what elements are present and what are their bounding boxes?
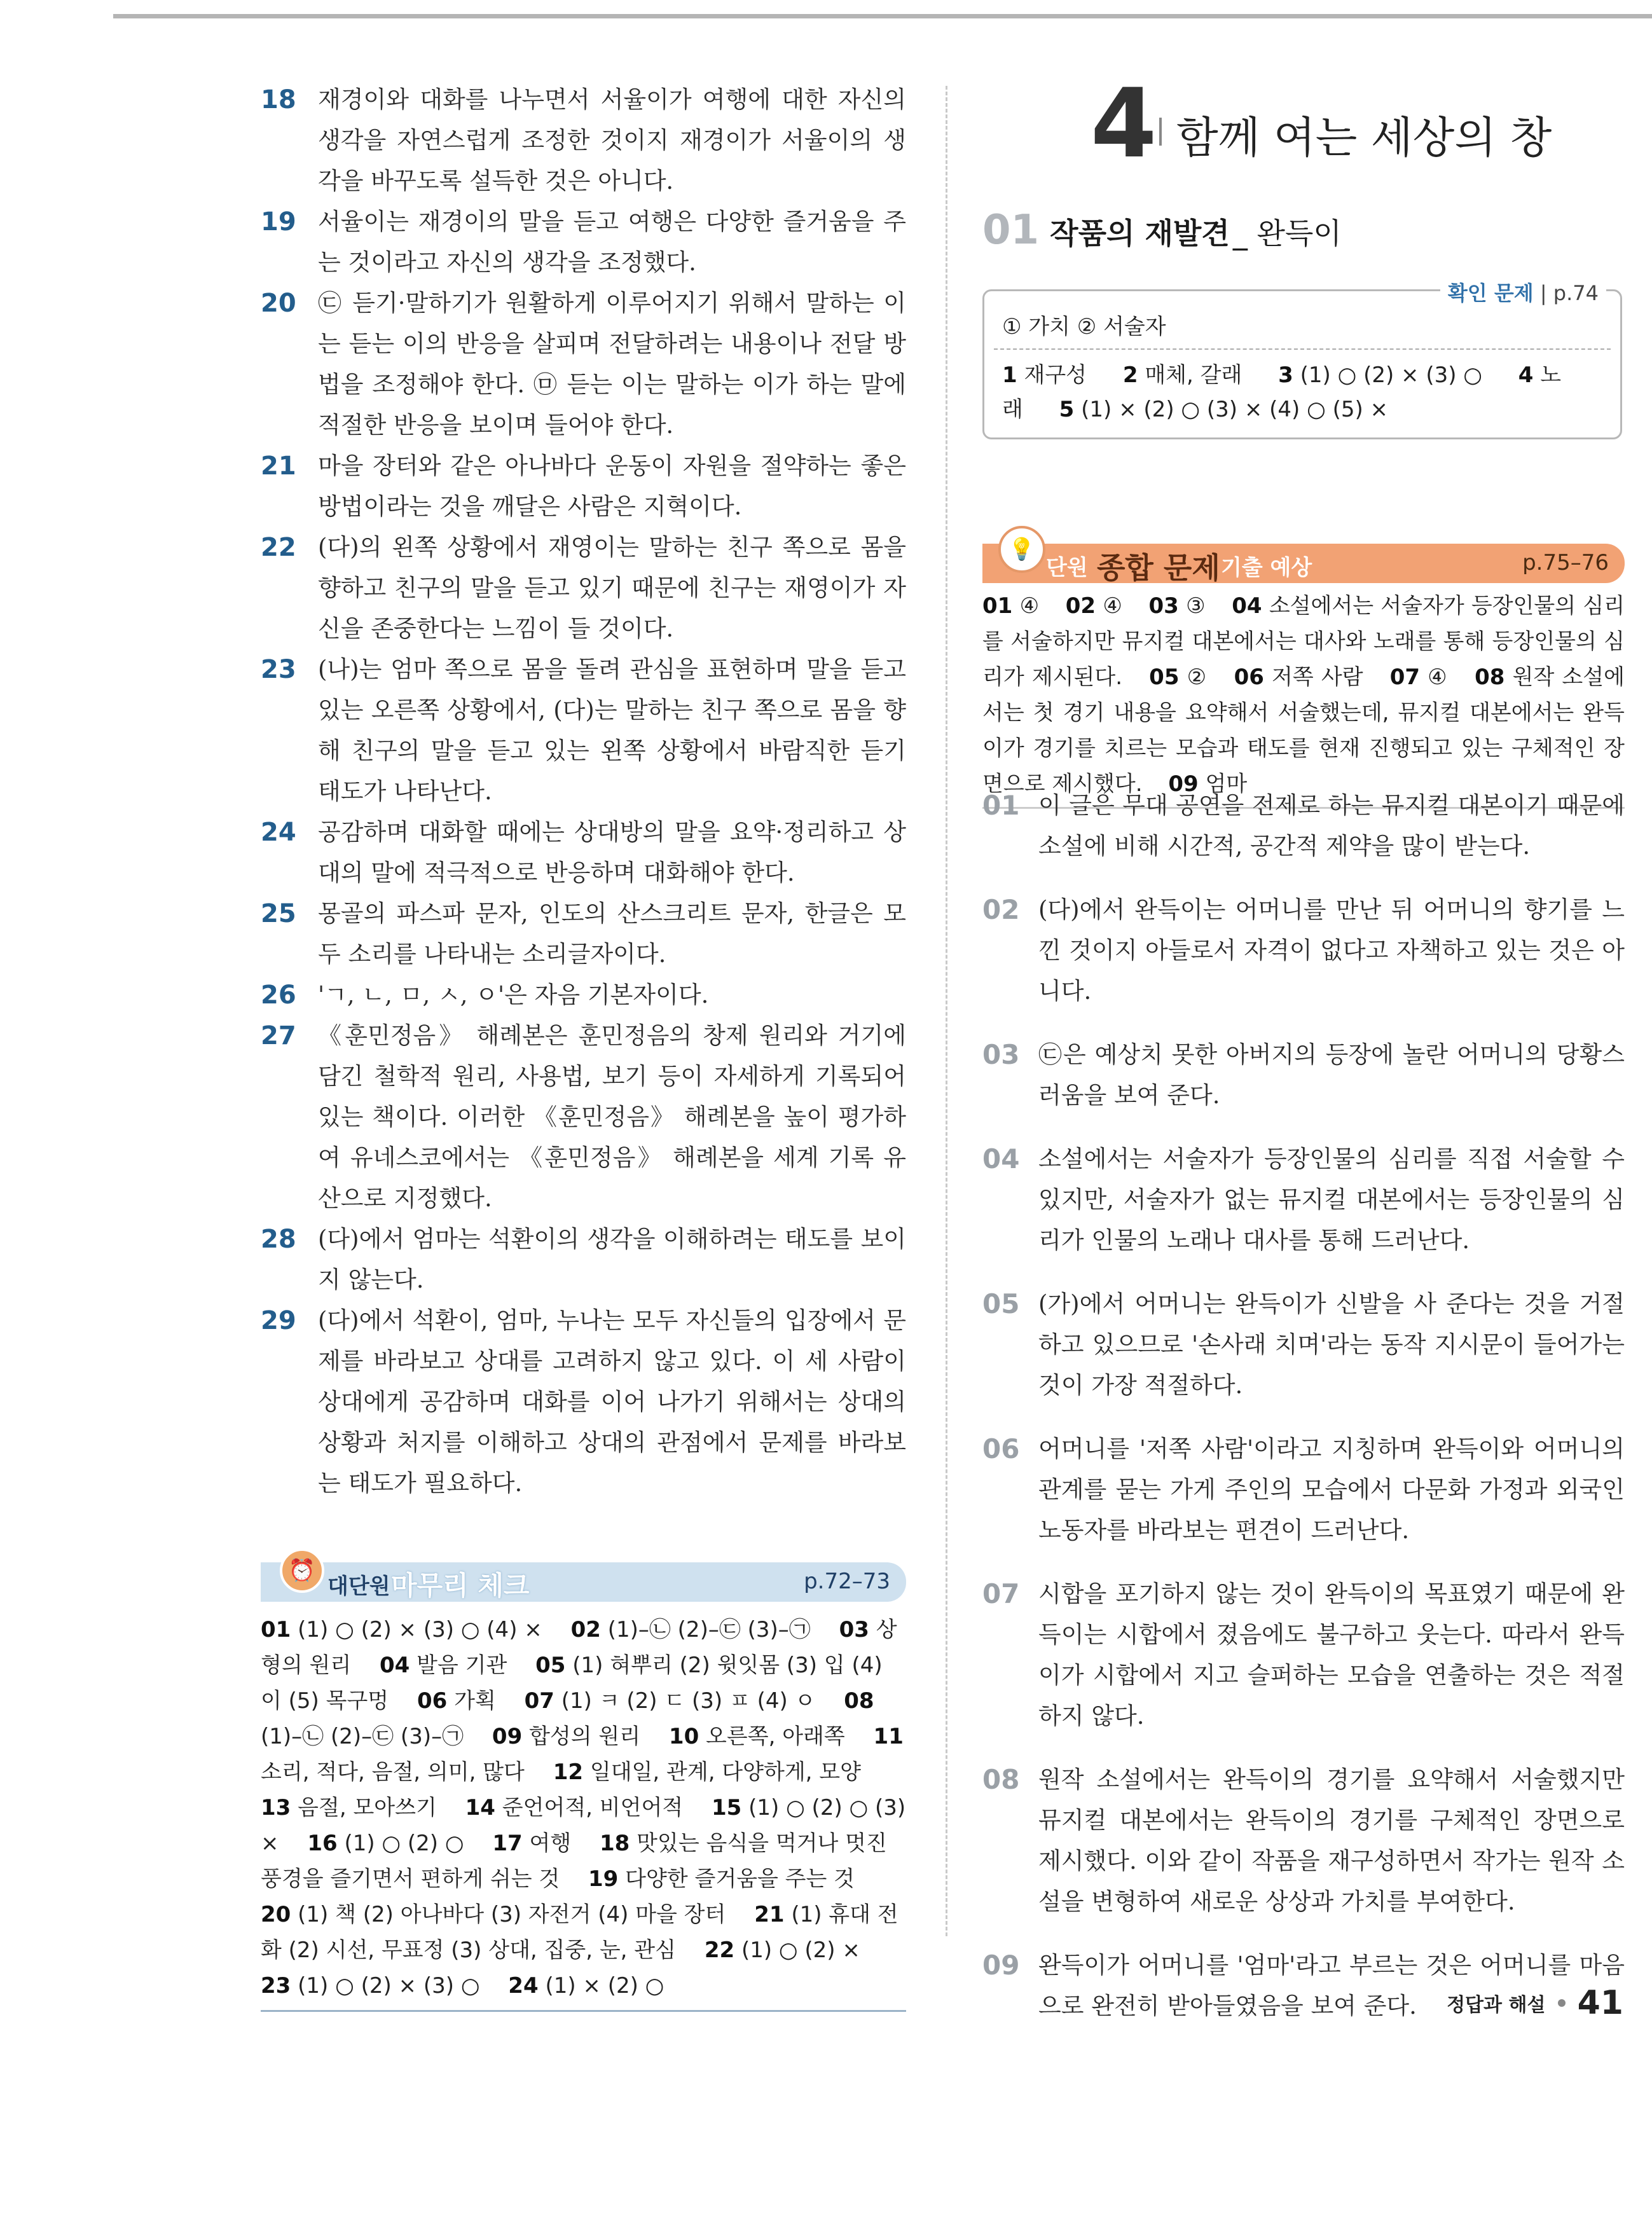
answer-item	[261, 446, 906, 527]
inline-answer-text: 매체, 갈래	[1145, 362, 1242, 388]
inline-answer-number: 09	[1168, 771, 1199, 797]
inline-answer-number: 03	[839, 1617, 869, 1642]
inline-answer	[1149, 593, 1206, 619]
inline-answer-text: (1) ○ (2) ×	[741, 1937, 860, 1963]
answer-text: (다)에서 석환이, 엄마, 누나는 모두 자신들의 입장에서 문제를 바라보고 상대를 고려하지 않고 있다. 이 세 사람이 상대에게 공감하며 대화를 이어 나가기 위해서는 상대의 상황과 처지를 이해하고 상대의 관점에서 문제를 바라보는 태도가 필요하다.	[318, 1307, 906, 1497]
chapter-title: 함께 여는 세상의 창	[1176, 113, 1552, 163]
inline-answer-number: 01	[261, 1617, 291, 1642]
inline-answer-number: 09	[492, 1724, 523, 1749]
answer-item	[982, 1574, 1625, 1737]
answer-text: 어머니를 '저쪽 사람'이라고 지칭하며 완득이와 어머니의 관계를 묻는 가게 주인의 모습에서 다문화 가정과 외국인 노동자를 바라보는 편견이 드러난다.	[1038, 1435, 1625, 1544]
check-box-tag-page: p.74	[1553, 281, 1599, 305]
section-heading	[982, 207, 1342, 254]
inline-answer-text: ②	[1187, 664, 1208, 690]
inline-answer	[1059, 397, 1388, 422]
inline-answer-text: 여행	[529, 1831, 572, 1856]
inline-answer	[669, 1724, 845, 1749]
inline-answer-text: (1) ○ (2) × (3) ○	[1300, 362, 1482, 388]
inline-answer-text: 노래	[1002, 362, 1562, 422]
unit-box-header	[982, 537, 1625, 585]
inline-answer-text: 소리, 적다, 음절, 의미, 많다	[261, 1759, 525, 1785]
inline-answer-number: 10	[668, 1724, 699, 1749]
unit-box-label: 단원	[1046, 555, 1088, 581]
inline-answer-number: 06	[1234, 664, 1264, 690]
answer-number: 27	[261, 1021, 296, 1050]
answer-item	[982, 1429, 1625, 1551]
answer-item	[261, 527, 906, 649]
answer-number: 06	[982, 1433, 1020, 1464]
answer-item	[261, 893, 906, 975]
inline-answer-number: 07	[524, 1688, 554, 1714]
answer-text: (나)는 엄마 쪽으로 몸을 돌려 관심을 표현하며 말을 듣고 있는 오른쪽 상황에서, (다)는 말하는 친구 쪽으로 몸을 향해 친구의 말을 듣고 있는 왼쪽 상황에서 바람직한 듣기 태도가 나타난다.	[318, 656, 906, 805]
inline-answer	[307, 1831, 464, 1856]
inline-answer-text: 소설에서는 서술자가 등장인물의 심리를 서술하지만 뮤지컬 대본에서는 대사와 노래를 통해 등장인물의 심리가 제시된다.	[982, 593, 1625, 690]
check-box-divider	[994, 348, 1611, 350]
left-answer-list	[261, 79, 906, 1504]
inline-answer-number: 03	[1148, 593, 1179, 619]
inline-answer-number: 23	[261, 1973, 291, 1999]
inline-answer-number: 16	[307, 1831, 338, 1856]
inline-answer-number: 05	[535, 1653, 566, 1678]
inline-answer	[705, 1937, 860, 1963]
unit-box-answers	[982, 588, 1625, 809]
answer-number: 02	[982, 894, 1020, 925]
inline-answer	[261, 1902, 726, 1927]
inline-answer-text: 합성의 원리	[529, 1724, 641, 1749]
inline-answer-number: 19	[588, 1866, 619, 1892]
answer-item	[261, 649, 906, 812]
inline-answer-text: 엄마	[1205, 771, 1248, 797]
inline-answer-number: 12	[553, 1759, 584, 1785]
right-answer-list	[982, 785, 1625, 2049]
inline-answer	[508, 1973, 664, 1999]
answer-number: 23	[261, 655, 296, 684]
answer-number: 04	[982, 1143, 1020, 1174]
inline-answer-number: 15	[711, 1795, 742, 1820]
inline-answer-text: 발음 기관	[416, 1653, 507, 1678]
inline-answer-text: (1) × (2) ○ (3) × (4) ○ (5) ×	[1081, 397, 1389, 422]
page-footer	[1447, 1984, 1623, 2022]
inline-answer	[417, 1688, 496, 1714]
inline-answer-number: 13	[261, 1795, 291, 1820]
answer-item	[261, 79, 906, 202]
inline-answer	[982, 593, 1040, 619]
chapter-bar	[1159, 118, 1162, 146]
answer-number: 09	[982, 1950, 1020, 1981]
inline-answer	[1234, 664, 1363, 690]
answer-text: ㉢ 듣기·말하기가 원활하게 이루어지기 위해서 말하는 이는 듣는 이의 반응을 살피며 전달하려는 내용이나 전달 방법을 조정해야 한다. ㉤ 듣는 이는 말하는 이가 하는 말에 적절한 반응을 보이며 들어야 한다.	[318, 289, 906, 439]
inline-answer-number: 1	[1002, 362, 1017, 388]
answer-text: 시합을 포기하지 않는 것이 완득이의 목표였기 때문에 완득이는 시합에서 졌음에도 불구하고 웃는다. 따라서 완득이가 시합에서 지고 슬퍼하는 모습을 연출하는 것은 적절하지 않다.	[1038, 1580, 1625, 1730]
answer-text: 이 글은 무대 공연을 전제로 하는 뮤지컬 대본이기 때문에 소설에 비해 시간적, 공간적 제약을 많이 받는다.	[1038, 792, 1625, 860]
inline-answer-number: 20	[261, 1902, 291, 1927]
answer-text: 몽골의 파스파 문자, 인도의 산스크리트 문자, 한글은 모두 소리를 나타내는 소리글자이다.	[318, 900, 906, 968]
inline-answer-text: (1) 책 (2) 아나바다 (3) 자전거 (4) 마을 장터	[298, 1902, 726, 1927]
answer-number: 25	[261, 899, 296, 928]
answer-number: 21	[261, 451, 296, 481]
answer-text: 원작 소설에서는 완득이의 경기를 요약해서 서술했지만 뮤지컬 대본에서는 완득이의 경기를 구체적인 장면으로 제시했다. 이와 같이 작품을 재구성하면서 작가는 원작 소설을 변형하여 새로운 상상과 가치를 부여한다.	[1038, 1766, 1625, 1915]
answer-item	[261, 283, 906, 446]
answer-text: ㉢은 예상치 못한 아버지의 등장에 놀란 어머니의 당황스러움을 보여 준다.	[1038, 1041, 1625, 1109]
inline-answer-number: 3	[1278, 362, 1293, 388]
inline-answer-number: 04	[380, 1653, 410, 1678]
check-box-tag-label: 확인 문제	[1447, 281, 1534, 305]
review-box-pages: p.72–73	[804, 1569, 890, 1594]
clock-icon: ⏰	[280, 1548, 324, 1593]
inline-answer-number: 18	[600, 1831, 630, 1856]
inline-answer-text: (1) ○ (2) × (3) ○ (4) ×	[298, 1617, 542, 1642]
inline-answer-text: 맛있는 음식을 먹거나 멋진 풍경을 즐기면서 편하게 쉬는 것	[261, 1831, 887, 1892]
inline-answer-text: 오른쪽, 아래쪽	[706, 1724, 845, 1749]
inline-answer-text: (1)–㉡ (2)–㉢ (3)–㉠	[261, 1724, 464, 1749]
answer-number: 24	[261, 818, 296, 847]
inline-answer-text: 상형의 원리	[261, 1617, 897, 1678]
inline-answer-text: (1) ㅋ (2) ㄷ (3) ㅍ (4) ㅇ	[561, 1688, 816, 1714]
answer-item	[982, 785, 1625, 867]
chapter-number: 4	[1091, 69, 1157, 179]
inline-answer-text: 저쪽 사람	[1272, 664, 1363, 690]
review-box-label: 대단원	[327, 1574, 390, 1599]
check-box-row1: ① 가치 ② 서술자	[1002, 314, 1166, 340]
answer-number: 18	[261, 85, 296, 114]
inline-answer	[380, 1653, 507, 1678]
footer-label: 정답과 해설	[1447, 1994, 1546, 2016]
inline-answer-number: 17	[492, 1831, 523, 1856]
inline-answer-number: 04	[1232, 593, 1262, 619]
inline-answer-number: 14	[465, 1795, 495, 1820]
inline-answer	[465, 1795, 684, 1820]
inline-answer-text: ④	[1103, 593, 1123, 619]
inline-answer-text: (1) ○ (2) ○ (3) ×	[261, 1795, 906, 1856]
inline-answer	[1066, 593, 1123, 619]
answer-item	[982, 1759, 1625, 1922]
inline-answer-text: (1) ○ (2) × (3) ○	[298, 1973, 480, 1999]
answer-text: (다)에서 완득이는 어머니를 만난 뒤 어머니의 향기를 느낀 것이지 아들로서 자격이 없다고 자책하고 있는 것은 아니다.	[1038, 896, 1625, 1005]
answer-text: 소설에서는 서술자가 등장인물의 심리를 직접 서술할 수 있지만, 서술자가 없는 뮤지컬 대본에서는 등장인물의 심리가 인물의 노래나 대사를 통해 드러난다.	[1038, 1145, 1625, 1254]
section-number: 01	[982, 207, 1040, 254]
inline-answer-number: 22	[704, 1937, 735, 1963]
inline-answer	[1123, 362, 1242, 388]
answer-text: 재경이와 대화를 나누면서 서율이가 여행에 대한 자신의 생각을 자연스럽게 조정한 것이지 재경이가 서율이의 생각을 바꾸도록 설득한 것은 아니다.	[318, 86, 906, 195]
inline-answer-number: 08	[844, 1688, 874, 1714]
inline-answer-text: ④	[1019, 593, 1040, 619]
answer-number: 22	[261, 533, 296, 562]
page-number: 41	[1577, 1984, 1623, 2022]
inline-answer	[261, 1617, 542, 1642]
answer-text: 완득이가 어머니를 '엄마'라고 부르는 것은 어머니를 마음으로 완전히 받아들였음을 보여 준다.	[1038, 1951, 1625, 2020]
inline-answer-text: ④	[1428, 664, 1448, 690]
answer-number: 29	[261, 1306, 296, 1335]
answer-number: 28	[261, 1225, 296, 1254]
check-box-row2	[1002, 358, 1607, 427]
inline-answer-number: 5	[1059, 397, 1075, 422]
answer-item	[261, 1219, 906, 1300]
answer-item	[261, 1300, 906, 1504]
inline-answer-number: 02	[1065, 593, 1096, 619]
answer-number: 08	[982, 1764, 1020, 1795]
answer-item	[982, 1139, 1625, 1261]
answer-item	[982, 1035, 1625, 1116]
answer-number: 07	[982, 1578, 1020, 1609]
answer-item	[261, 1015, 906, 1219]
inline-answer-number: 2	[1122, 362, 1138, 388]
answer-number: 19	[261, 207, 296, 237]
inline-answer-text: 가획	[454, 1688, 496, 1714]
inline-answer	[1390, 664, 1448, 690]
answer-item	[261, 202, 906, 283]
inline-answer	[261, 1795, 437, 1820]
inline-answer	[588, 1866, 855, 1892]
unit-box-pages: p.75–76	[1522, 550, 1609, 575]
inline-answer-number: 07	[1389, 664, 1421, 690]
inline-answer-text: (1) 휴대 전화 (2) 시선, 무표정 (3) 상대, 집중, 눈, 관심	[261, 1902, 898, 1963]
inline-answer-text: 다양한 즐거움을 주는 것	[625, 1866, 855, 1892]
inline-answer-text: 재구성	[1024, 362, 1087, 388]
inline-answer-number: 4	[1518, 362, 1534, 388]
inline-answer-text: (1) ○ (2) ○	[344, 1831, 464, 1856]
inline-answer-number: 06	[416, 1688, 448, 1714]
answer-item	[982, 1284, 1625, 1406]
review-box-title: 마무리 체크	[391, 1570, 530, 1601]
section-title: 작품의 재발견	[1050, 216, 1230, 251]
answer-text: (다)에서 엄마는 석환이의 생각을 이해하려는 태도를 보이지 않는다.	[318, 1225, 906, 1293]
inline-answer	[1278, 362, 1482, 388]
answer-item	[261, 812, 906, 893]
inline-answer-text: 일대일, 관계, 다양하게, 모양	[589, 1759, 861, 1785]
inline-answer	[261, 1973, 479, 1999]
inline-answer-text: 원작 소설에서는 첫 경기 내용을 요약해서 서술했는데, 뮤지컬 대본에서는 완득이가 경기를 치르는 모습과 태도를 현재 진행되고 있는 구체적인 장면으로 제시했다.	[982, 664, 1625, 797]
answer-number: 03	[982, 1039, 1020, 1070]
answer-text: 《훈민정음》 해례본은 훈민정음의 창제 원리와 거기에 담긴 철학적 원리, 사용법, 보기 등이 자세하게 기록되어 있는 책이다. 이러한 《훈민정음》 해례본을 높이 평가하여 유네스코에서는 《훈민정음》 해례본을 세계 기록 유산으로 지정했다.	[318, 1022, 906, 1212]
check-box-tag: 확인 문제 | p.74	[1440, 277, 1606, 306]
inline-answer	[1149, 664, 1207, 690]
footer-dot	[1558, 1999, 1566, 2007]
inline-answer	[553, 1759, 861, 1785]
inline-answer-number: 01	[982, 593, 1013, 619]
answer-number: 05	[982, 1288, 1020, 1319]
review-box-answers	[261, 1612, 906, 2012]
answer-item	[261, 975, 906, 1015]
lightbulb-icon: 💡	[998, 526, 1045, 573]
review-box-header	[261, 1558, 906, 1602]
answer-text: 서율이는 재경이의 말을 듣고 여행은 다양한 즐거움을 주는 것이라고 자신의 생각을 조정했다.	[318, 208, 906, 276]
inline-answer-number: 08	[1475, 664, 1505, 690]
inline-answer	[525, 1688, 816, 1714]
inline-answer-text: (1) 혀뿌리 (2) 윗잇몸 (3) 입 (4) 이 (5) 목구멍	[261, 1653, 883, 1714]
inline-answer-text: 음절, 모아쓰기	[298, 1795, 437, 1820]
answer-number: 26	[261, 981, 296, 1010]
unit-box-title: 종합 문제	[1097, 551, 1220, 585]
inline-answer	[492, 1724, 640, 1749]
inline-answer-text: (1) × (2) ○	[545, 1973, 664, 1999]
section-author: _ 완득이	[1232, 216, 1342, 251]
answer-text: 공감하며 대화할 때에는 상대방의 말을 요약·정리하고 상대의 말에 적극적으로 반응하며 대화해야 한다.	[318, 818, 906, 886]
answer-text: (다)의 왼쪽 상황에서 재영이는 말하는 친구 쪽으로 몸을 향하고 친구의 말을 듣고 있기 때문에 친구는 재영이가 자신을 존중한다는 느낌이 들 것이다.	[318, 533, 906, 642]
answer-number: 01	[982, 790, 1020, 821]
answer-text: (가)에서 어머니는 완득이가 신발을 사 준다는 것을 거절하고 있으므로 '손사래 치며'라는 동작 지시문이 들어가는 것이 가장 적절하다.	[1038, 1290, 1625, 1399]
column-divider	[946, 86, 947, 1936]
inline-answer-number: 11	[873, 1724, 904, 1749]
top-rule	[113, 14, 1652, 18]
inline-answer-number: 02	[570, 1617, 601, 1642]
answer-text: 'ㄱ, ㄴ, ㅁ, ㅅ, ㅇ'은 자음 기본자이다.	[318, 981, 709, 1008]
check-box	[982, 281, 1622, 439]
inline-answer	[571, 1617, 811, 1642]
answer-text: 마을 장터와 같은 아나바다 운동이 자원을 절약하는 좋은 방법이라는 것을 깨달은 사람은 지혁이다.	[318, 452, 906, 520]
inline-answer	[492, 1831, 571, 1856]
inline-answer-number: 24	[508, 1973, 539, 1999]
answer-item	[982, 890, 1625, 1012]
inline-answer	[1002, 362, 1087, 388]
inline-answer-number: 21	[754, 1902, 785, 1927]
inline-answer-text: (1)–㉡ (2)–㉢ (3)–㉠	[607, 1617, 811, 1642]
inline-answer-text: 준언어적, 비언어적	[502, 1795, 684, 1820]
answer-number: 20	[261, 289, 296, 318]
inline-answer-number: 05	[1149, 664, 1180, 690]
inline-answer-text: ③	[1186, 593, 1206, 619]
unit-box-subtitle: 기출 예상	[1221, 555, 1312, 581]
